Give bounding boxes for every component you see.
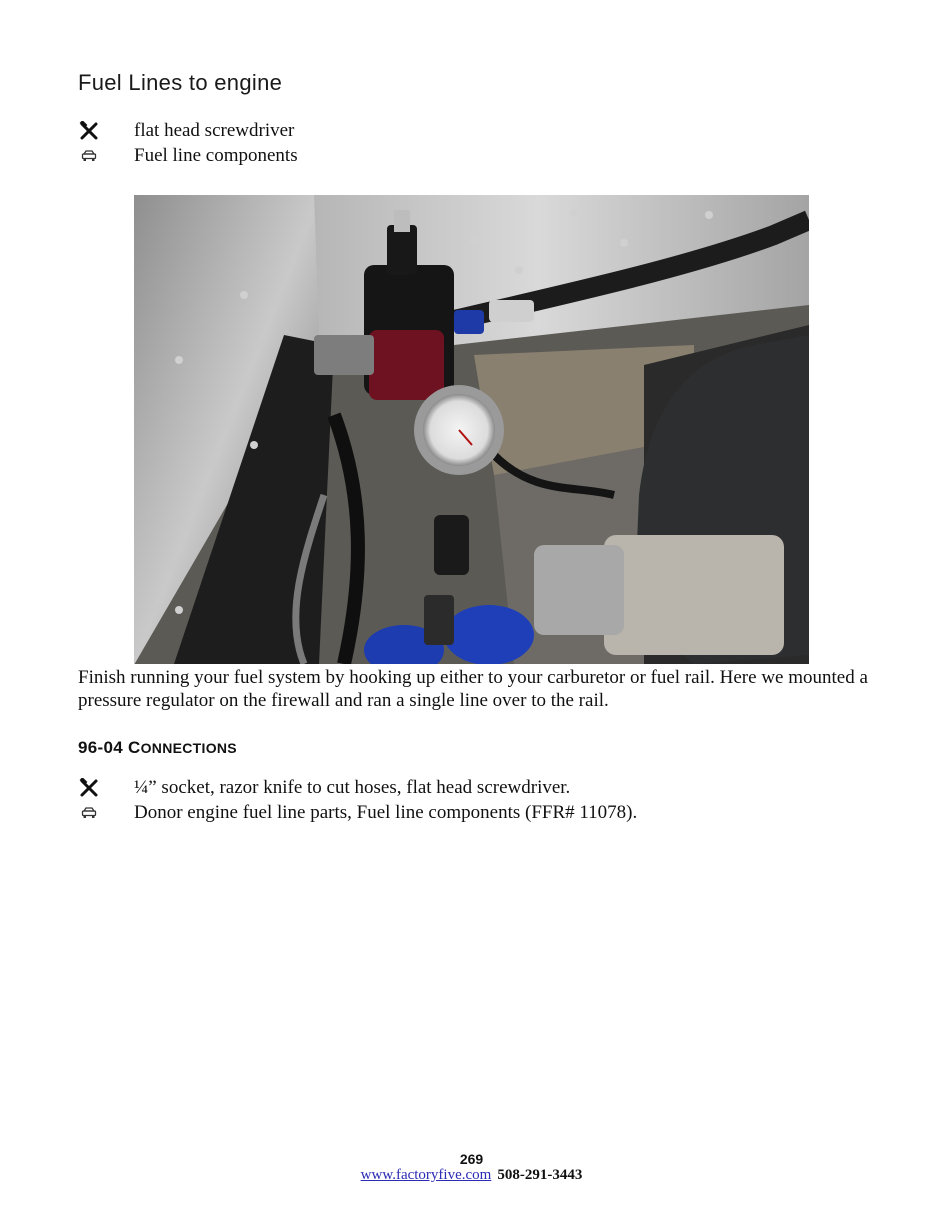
body-paragraph: Finish running your fuel system by hooking up either to your carburetor or fuel rail. Here we mounted a pressure regulator on the firewall and ran a single line over to the rail. bbox=[78, 667, 868, 711]
heading-number: 96-04 bbox=[78, 738, 129, 757]
page-number: 269 bbox=[459, 1151, 484, 1167]
parts-text: Fuel line components bbox=[134, 145, 298, 166]
section-title: Fuel Lines to engine bbox=[78, 70, 283, 95]
website-link[interactable]: www.factoryfive.com bbox=[360, 1167, 492, 1183]
tools-text: flat head screwdriver bbox=[134, 120, 295, 141]
section-heading-connections bbox=[78, 738, 237, 758]
tools-icon bbox=[78, 120, 100, 142]
parts-row-2 bbox=[78, 801, 638, 825]
car-icon bbox=[78, 802, 100, 824]
phone-number: 508-291-3443 bbox=[497, 1167, 583, 1183]
tools-icon bbox=[78, 777, 100, 799]
heading-initial: C bbox=[128, 738, 141, 757]
parts-text: Donor engine fuel line parts, Fuel line components (FFR# 11078). bbox=[134, 802, 638, 823]
tools-row bbox=[78, 119, 295, 143]
heading-rest: ONNECTIONS bbox=[140, 740, 237, 756]
tools-text: ¼” socket, razor knife to cut hoses, flat head screwdriver. bbox=[134, 777, 571, 798]
parts-row bbox=[78, 144, 298, 168]
car-icon bbox=[78, 145, 100, 167]
fuel-regulator-photo bbox=[134, 195, 809, 664]
tools-row-2 bbox=[78, 776, 571, 800]
footer bbox=[0, 1167, 943, 1184]
